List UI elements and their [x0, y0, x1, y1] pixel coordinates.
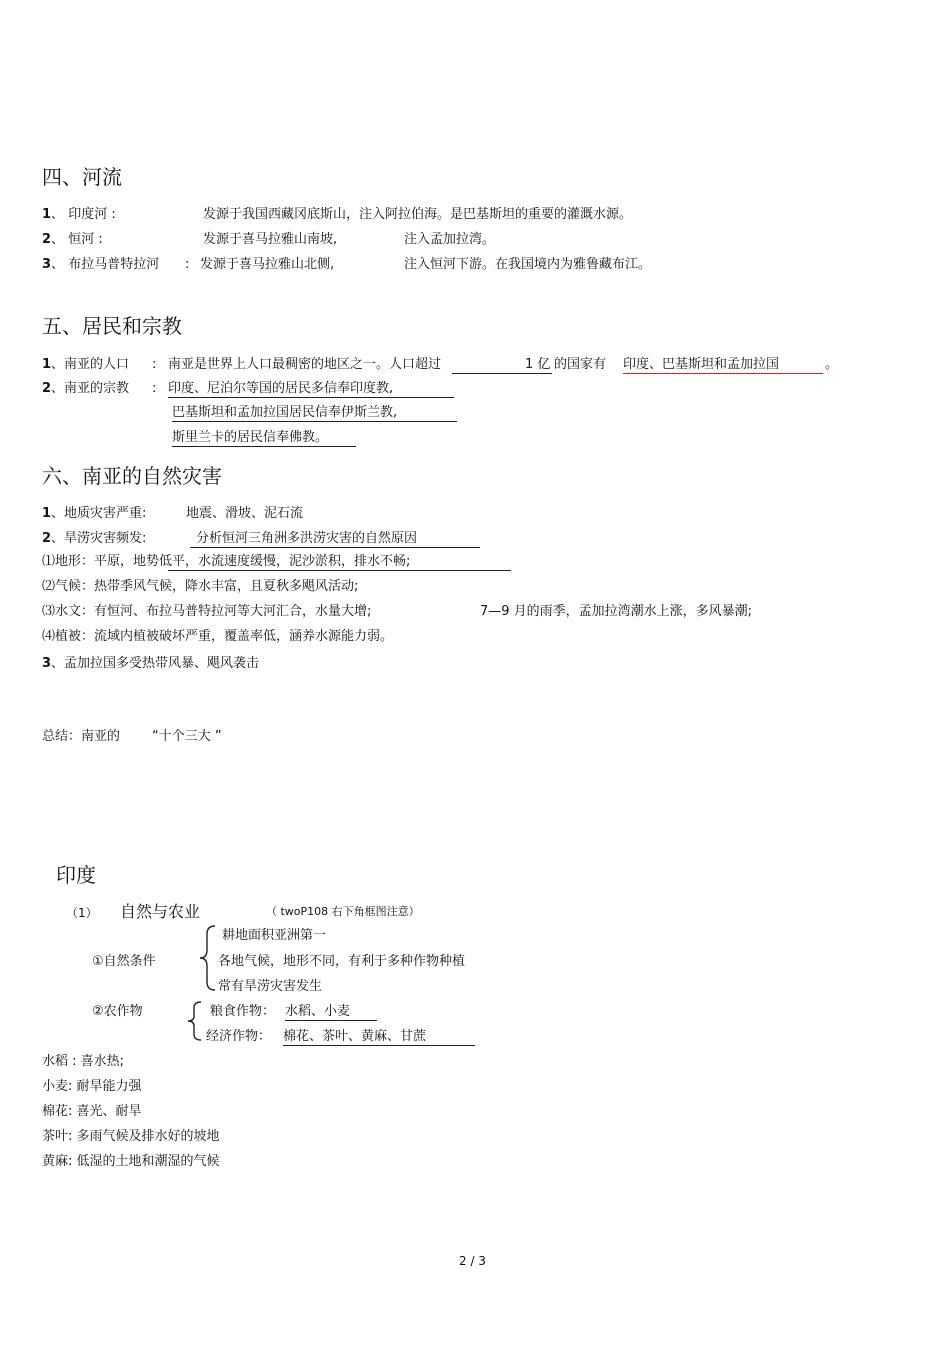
india-part-title: 自然与农业 — [120, 902, 201, 921]
india-food-crops-underline — [285, 1020, 377, 1021]
disaster-flood-underline — [190, 547, 480, 548]
disaster-flood-label: 2、旱涝灾害频发: — [42, 531, 147, 546]
river-desc-ganges-mouth: 注入孟加拉湾。 — [404, 232, 496, 247]
india-cash-crops-label: 经济作物： — [206, 1029, 272, 1044]
population-countries-label: 的国家有 — [554, 357, 607, 372]
religion-hindu-underline — [168, 397, 454, 398]
population-text: 南亚是世界上人口最稠密的地区之一。人口超过 — [168, 357, 442, 372]
crop-note-cotton: 棉花: 喜光、耐旱 — [42, 1104, 142, 1119]
reason-terrain: ⑴地形：平原，地势低平，水流速度缓慢，泥沙淤积，排水不畅; — [42, 554, 411, 569]
india-part-note: （ twoP108 右下角框图注意） — [266, 905, 420, 918]
religion-colon: : — [152, 381, 157, 396]
religion-buddhism: 斯里兰卡的居民信奉佛教。 — [172, 430, 329, 445]
crops-brace-icon — [186, 1000, 204, 1042]
religion-islam: 巴基斯坦和孟加拉国居民信奉伊斯兰教, — [172, 405, 398, 420]
population-colon: : — [152, 357, 157, 372]
religion-buddhism-underline — [172, 446, 356, 447]
crop-note-tea: 茶叶: 多雨气候及排水好的坡地 — [42, 1129, 220, 1144]
crop-note-jute: 黄麻: 低湿的土地和潮湿的气候 — [42, 1154, 220, 1169]
population-label: 1、南亚的人口 — [42, 357, 130, 372]
india-food-crops-value: 水稻、小麦 — [285, 1004, 351, 1019]
river-item-indus: 1、 印度河 : — [42, 207, 116, 222]
population-amount-underline — [452, 373, 552, 374]
religion-islam-underline — [172, 421, 457, 422]
reason-hydrology-extra: 7—9 月的雨季，孟加拉湾潮水上涨，多风暴潮; — [480, 604, 753, 619]
river-item-brahmaputra: 3、 布拉马普特拉河 — [42, 257, 160, 272]
section-title-rivers: 四、河流 — [42, 165, 122, 189]
india-cash-crops-underline — [283, 1045, 475, 1046]
disaster-geo-value: 地震、滑坡、泥石流 — [186, 506, 304, 521]
river-desc-indus: 发源于我国西藏冈底斯山，注入阿拉伯海。是巴基斯坦的重要的灌溉水源。 — [203, 207, 633, 222]
section-title-disasters: 六、南亚的自然灾害 — [42, 464, 222, 488]
population-countries-underline — [623, 373, 823, 374]
reason-vegetation: ⑷植被：流域内植被破坏严重，覆盖率低，涵养水源能力弱。 — [42, 629, 394, 644]
india-title: 印度 — [56, 863, 96, 887]
river-desc-brahmaputra-source: 发源于喜马拉雅山北侧, — [200, 257, 335, 272]
population-end: 。 — [825, 357, 839, 372]
page-number: 2 / 3 — [459, 1254, 486, 1268]
river-colon-brahmaputra: : — [185, 257, 190, 272]
population-countries: 印度、巴基斯坦和孟加拉国 — [623, 357, 780, 372]
disaster-geo-label: 1、地质灾害严重: — [42, 506, 147, 521]
disaster-flood-value: 分析恒河三角洲多洪涝灾害的自然原因 — [196, 531, 418, 546]
population-amount: 1 亿 — [525, 357, 551, 372]
india-crops-label: ②农作物 — [92, 1004, 143, 1019]
india-cash-crops-value: 棉花、茶叶、黄麻、甘蔗 — [283, 1029, 427, 1044]
crop-note-rice: 水稻 : 喜水热; — [42, 1054, 125, 1069]
river-item-ganges: 2、 恒河 : — [42, 232, 103, 247]
river-desc-brahmaputra-mouth: 注入恒河下游。在我国境内为雅鲁藏布江。 — [404, 257, 652, 272]
india-conditions-label: ①自然条件 — [92, 954, 156, 969]
india-food-crops-label: 粮食作物： — [210, 1004, 276, 1019]
river-desc-ganges-source: 发源于喜马拉雅山南坡, — [203, 232, 338, 247]
religion-hindu: 印度、尼泊尔等国的居民多信奉印度教, — [168, 381, 394, 396]
religion-label: 2、南亚的宗教 — [42, 381, 130, 396]
crop-note-wheat: 小麦: 耐旱能力强 — [42, 1079, 142, 1094]
conditions-brace-icon — [198, 924, 218, 992]
india-part-num: （1） — [66, 906, 98, 920]
reason-terrain-underline — [168, 570, 511, 571]
reason-climate: ⑵气候：热带季风气候，降水丰富，且夏秋多飓风活动; — [42, 579, 359, 594]
india-condition-2: 各地气候，地形不同，有利于多种作物种植 — [218, 954, 466, 969]
india-condition-1: 耕地面积亚洲第一 — [222, 928, 327, 943]
section-title-population-religion: 五、居民和宗教 — [42, 314, 182, 338]
summary-label: 总结：南亚的 — [42, 729, 121, 744]
disaster-storm: 3、孟加拉国多受热带风暴、飓风袭击 — [42, 656, 260, 671]
india-condition-3: 常有旱涝灾害发生 — [218, 979, 323, 994]
summary-quote: “十个三大 ” — [152, 729, 222, 744]
reason-hydrology: ⑶水文：有恒河、布拉马普特拉河等大河汇合，水量大增; — [42, 604, 372, 619]
